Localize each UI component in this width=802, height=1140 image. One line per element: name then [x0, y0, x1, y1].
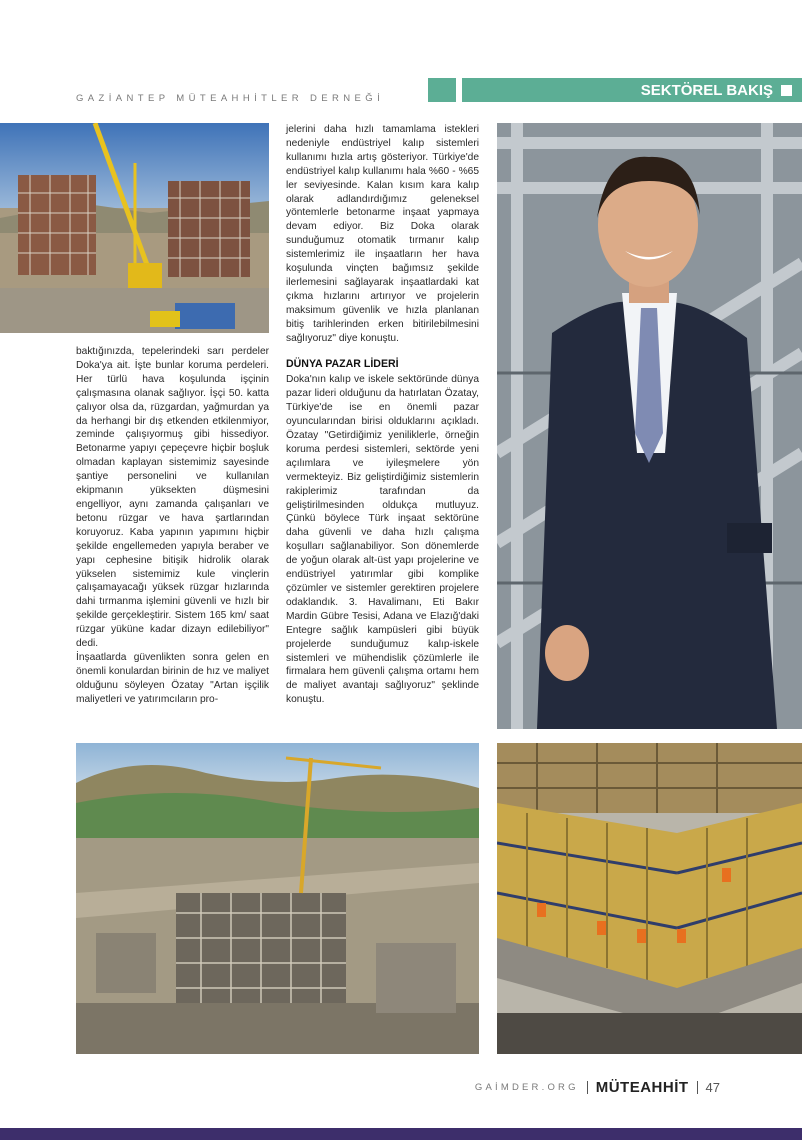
section-title: SEKTÖREL BAKIŞ — [640, 81, 773, 99]
section-banner — [462, 78, 802, 102]
bottom-color-bar — [0, 1128, 802, 1140]
photo-aerial-site — [76, 743, 479, 1054]
column2-paragraph-1: jelerini daha hızlı tamamlama istekleri nedeniyle endüstriyel kalıp sistemleri kullanımı hızla artış gösteriyor. Türkiye'de endüstriyel kalıp kullanımı hala %60 - %65 ler seviyesinde. Kalan kısım kara kalıp olarak adlandırdığımız geleneksel yöntemlerle betonarme inşaat yapmaya devam ediyor. Biz Doka olarak sunduğumuz otomatik tırmanır kalıp sistemlerimiz ile inşaatların her hava koşulunda vinçten bağımsız şekilde ilerlemesini sağlayarak inşaatlardaki kat çıkma hızlarını artırıyor ve projelerin maksimum güvenlik ve hızla planlanan bitiş tarihlerinden erken bitirilebilmesini sağlıyoruz" diye konuştu. — [286, 124, 479, 344]
square-icon — [781, 85, 792, 96]
footer-divider — [697, 1081, 698, 1094]
footer-website: GAİMDER.ORG — [474, 1081, 579, 1093]
photo-formwork-workers — [497, 743, 802, 1054]
text-column-2 — [286, 123, 479, 707]
column2-paragraph-2: Doka'nın kalıp ve iskele sektöründe dünya pazar lideri olduğunu da hatırlatan Özatay, Türkiye'de ise en önemli pazar oyuncularından birisi olduklarını açıkladı. Özatay "Getirdiğimiz yeniliklerle, örneğin koruma perdesi sistemleri, sektörde yeni açılımlara ve iyileşmelere yön vermekteyiz. Biz geliştirdiğimiz sistemlerin rakiplerimiz tarafından da geliştirilmesinden oldukça mutluyuz. Çünkü böylece Türk inşaat sektörüne daha güvenli ve daha hızlı çalışma koşulları sağlanabiliyor. Son dönemlerde de yoğun olarak alt-üst yapı projelerine ve endüstriyel yatırımlar gibi komplike çözümler ve sistemler gerektiren projelere odaklandık. 3. Havalimanı, Eti Bakır Mardin Gübre Tesisi, Adana ve Elazığ'daki Entegre sağlık kampüsleri gibi büyük projelerde sunduğumuz kalıp-iskele sistemleri ve mühendislik çözümlerle ile firmalara hem güvenli çalışma ortamı hem de maliyet avantajı sağlıyoruz" şeklinde konuştu. — [286, 374, 479, 706]
page-footer — [400, 1078, 720, 1096]
association-name: GAZİANTEP MÜTEAHHİTLER DERNEĞİ — [76, 93, 385, 104]
column2-heading: DÜNYA PAZAR LİDERİ — [286, 357, 399, 370]
footer-divider — [587, 1081, 588, 1094]
magazine-logo: MÜTEAHHİT — [595, 1078, 689, 1096]
page-number: 47 — [705, 1079, 720, 1095]
column1-paragraph-2: İnşaatlarda güvenlikten sonra gelen en önemli konulardan birinin de hız ve maliyet olduğunu söyleyen Özatay "Artan işçilik maliyetleri ve yatırımcıların pro- — [76, 651, 269, 705]
column1-paragraph-1: baktığınızda, tepelerindeki sarı perdeler Doka'ya ait. İşte bunlar koruma perdeleri. Her türlü hava koşulunda işçinin çalışmasına olanak sağlıyor. İşçi 50. katta çalıyor olsa da, rüzgardan, yağmurdan ya da herhangi bir dış etkenden etkilenmiyor, zeminde çalışıyormuş gibi hissediyor. Betonarme yapıyı çepeçevre hiçbir boşluk olmadan kaplayan sistemimiz sayesinde şantiye personelini ve kullanılan ekipmanın yüksekten düşmesini engelliyor, aynı zamanda çalışanları ve betonu rüzgar ve hava şartlarından koruyoruz. Kaba yapının yapımını hiçbir şekilde engellemeden yapıyla beraber ve yapı cephesine bitişik hidrolik olarak yükselen sistemimiz kule vinçlerin çalışamayacağı yüksek rüzgar hızlarında dahi tırmanma işlemini güvenli ve hızlı bir şekilde gerçekleştirir. Sistem 165 km/ saat rüzgar yüküne kadar dizayn edilebiliyor" dedi. — [76, 346, 269, 650]
photo-towers-crane — [0, 123, 269, 333]
header-accent-tab — [428, 78, 456, 102]
photo-executive-portrait — [497, 123, 802, 729]
text-column-1 — [76, 345, 269, 707]
